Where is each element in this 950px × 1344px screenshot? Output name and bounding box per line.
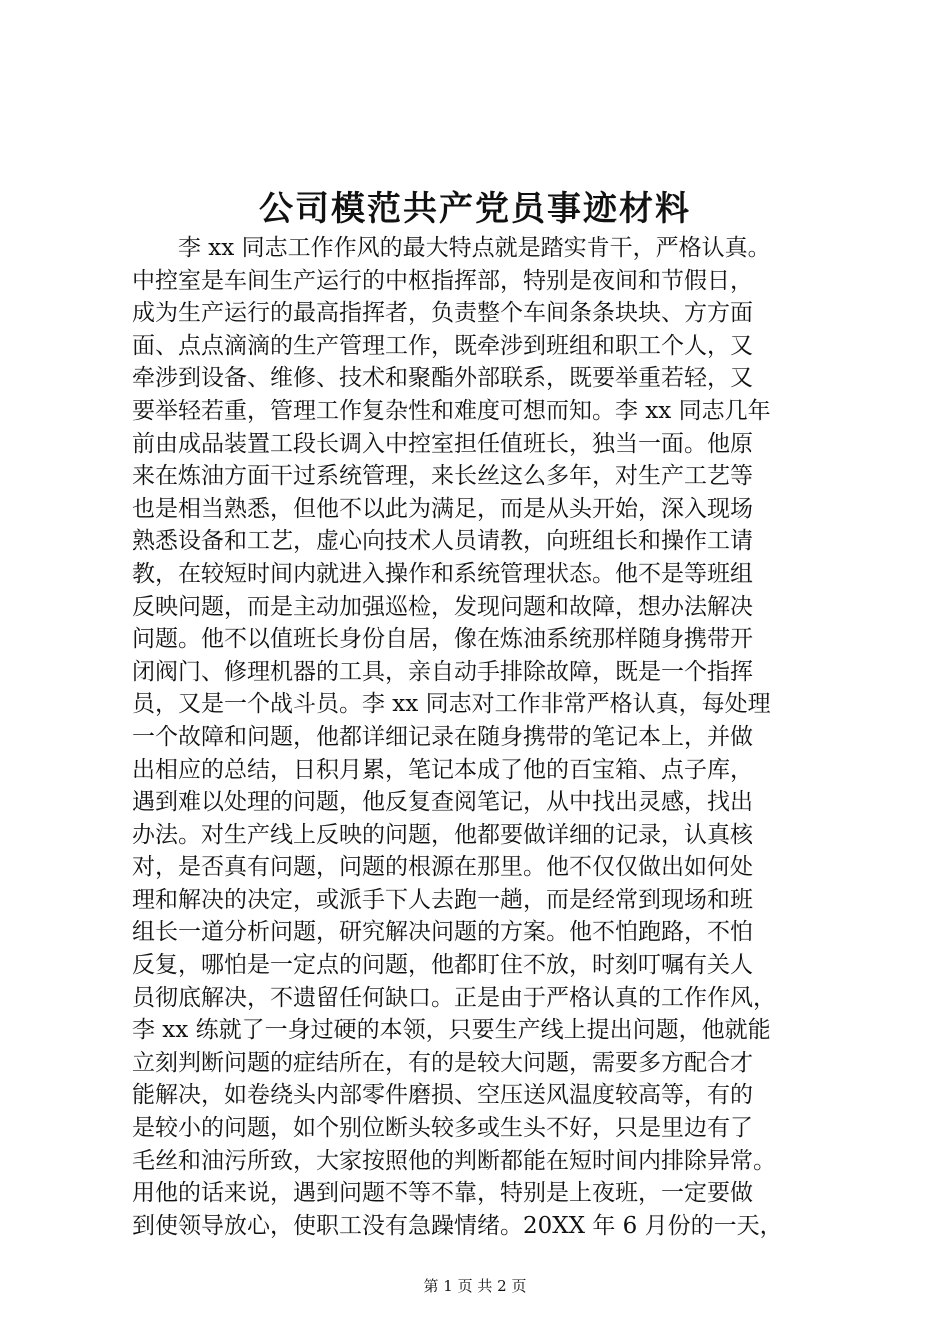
- text-line: 毛丝和油污所致，大家按照他的判断都能在短时间内排除异常。: [132, 1147, 776, 1174]
- body-paragraph: [132, 232, 832, 1242]
- text-line: 牵涉到设备、维修、技术和聚酯外部联系，既要举重若轻，又: [132, 365, 753, 392]
- text-line: 出相应的总结，日积月累，笔记本成了他的百宝箱、点子库，: [132, 756, 753, 783]
- text-line: 要举轻若重，管理工作复杂性和难度可想而知。李 xx 同志几年: [132, 397, 771, 424]
- text-line: 前由成品装置工段长调入中控室担任值班长，独当一面。他原: [132, 430, 753, 457]
- text-line: 反映问题，而是主动加强巡检，发现问题和故障，想办法解决: [132, 593, 753, 620]
- text-line: 办法。对生产线上反映的问题，他都要做详细的记录，认真核: [132, 821, 753, 848]
- text-line: 成为生产运行的最高指挥者，负责整个车间条条块块、方方面: [132, 300, 753, 327]
- text-line: 到使领导放心，使职工没有急躁情绪。20XX 年 6 月份的一天，: [132, 1212, 783, 1239]
- text-line: 来在炼油方面干过系统管理，来长丝这么多年，对生产工艺等: [132, 463, 753, 490]
- text-line: 中控室是车间生产运行的中枢指挥部，特别是夜间和节假日，: [132, 267, 753, 294]
- text-line: 理和解决的决定，或派手下人去跑一趟，而是经常到现场和班: [132, 886, 753, 913]
- text-line: 对，是否真有问题，问题的根源在那里。他不仅仅做出如何处: [132, 854, 753, 881]
- text-line: 熟悉设备和工艺，虚心向技术人员请教，向班组长和操作工请: [132, 528, 753, 555]
- text-line: 反复，哪怕是一定点的问题，他都盯住不放，时刻叮嘱有关人: [132, 952, 753, 979]
- text-line: 遇到难以处理的问题，他反复查阅笔记，从中找出灵感，找出: [132, 789, 753, 816]
- text-line: 员彻底解决，不遗留任何缺口。正是由于严格认真的工作作风，: [132, 984, 776, 1011]
- text-line: 教，在较短时间内就进入操作和系统管理状态。他不是等班组: [132, 560, 753, 587]
- text-line: 问题。他不以值班长身份自居，像在炼油系统那样随身携带开: [132, 626, 753, 653]
- document-title: 公司模范共产党员事迹材料: [259, 189, 691, 229]
- text-line: 用他的话来说，遇到问题不等不靠，特别是上夜班，一定要做: [132, 1180, 753, 1207]
- text-line: 立刻判断问题的症结所在，有的是较大问题，需要多方配合才: [132, 1049, 753, 1076]
- text-line: 是较小的问题，如个别位断头较多或生头不好，只是里边有了: [132, 1115, 753, 1142]
- text-line: 李 xx 同志工作作风的最大特点就是踏实肯干，严格认真。: [178, 235, 771, 261]
- text-line: 闭阀门、修理机器的工具，亲自动手排除故障，既是一个指挥: [132, 658, 753, 685]
- text-line: 能解决，如卷绕头内部零件磨损、空压送风温度较高等，有的: [132, 1082, 753, 1109]
- text-line: 面、点点滴滴的生产管理工作，既牵涉到班组和职工个人，又: [132, 332, 753, 359]
- text-line: 李 xx 练就了一身过硬的本领，只要生产线上提出问题，他就能: [132, 1017, 771, 1044]
- text-line: 员，又是一个战斗员。李 xx 同志对工作非常严格认真，每处理: [132, 691, 771, 718]
- page-footer: 第 1 页 共 2 页: [423, 1277, 527, 1295]
- text-line: 组长一道分析问题，研究解决问题的方案。他不怕跑路，不怕: [132, 919, 753, 946]
- text-line: 也是相当熟悉，但他不以此为满足，而是从头开始，深入现场: [132, 495, 753, 522]
- text-line: 一个故障和问题，他都详细记录在随身携带的笔记本上，并做: [132, 723, 753, 750]
